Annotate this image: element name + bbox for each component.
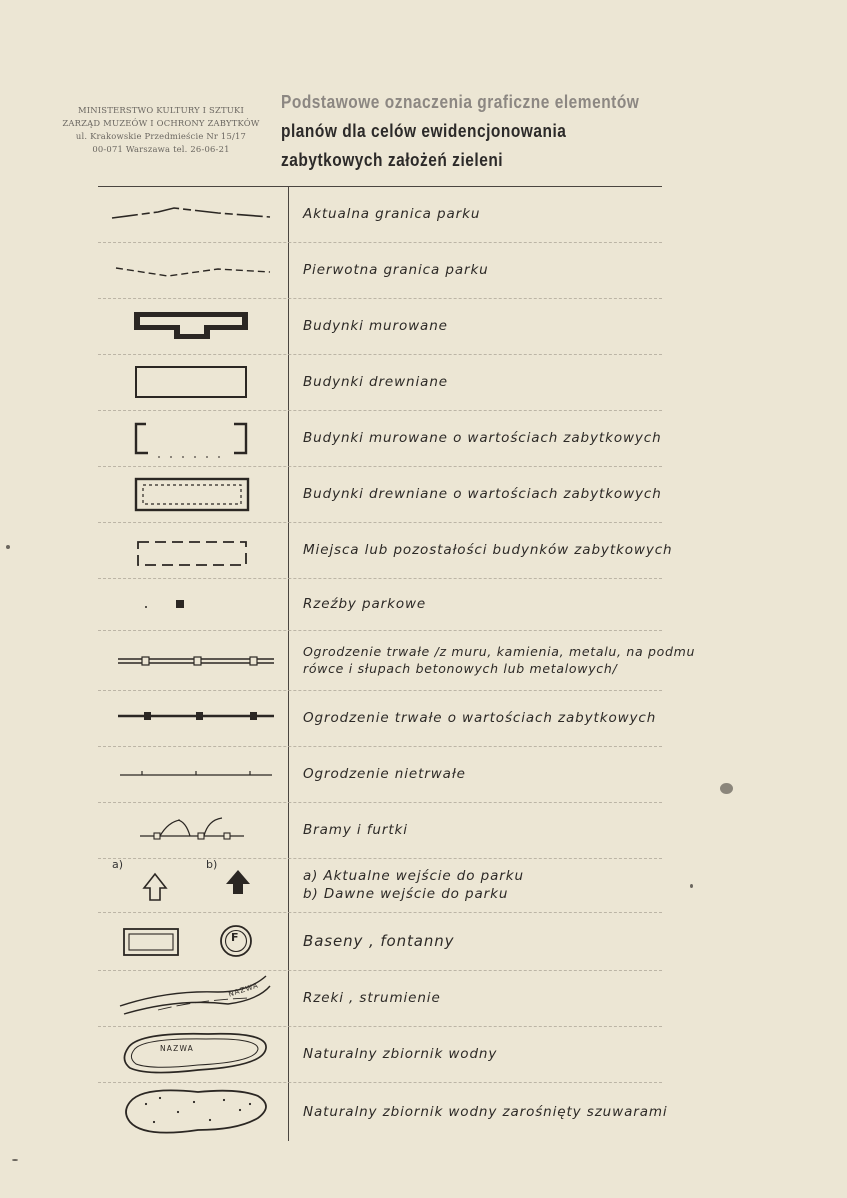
paper-speck (720, 783, 733, 794)
ministry-stamp (48, 104, 274, 156)
title-line: zabytkowych założeń zieleni (281, 150, 504, 170)
legend-label: Baseny , fontanny (303, 932, 455, 950)
legend-label (303, 630, 695, 690)
historic-wooden-symbol (98, 466, 288, 522)
stamp-line: ul. Krakowskie Przedmieście Nr 15/17 (75, 131, 247, 141)
stamp-line: MINISTERSTWO KULTURY I SZTUKI (77, 105, 245, 115)
legend-row-masonry-building (98, 298, 662, 354)
legend-label: Budynki murowane (303, 318, 448, 334)
title-line: planów dla celów ewidencjonowania (281, 121, 567, 141)
pools-symbol (98, 912, 288, 970)
gates-symbol (98, 802, 288, 858)
natural-pond-symbol (98, 1026, 288, 1082)
rivers-symbol (98, 970, 288, 1026)
legend-row-historic-wooden (98, 466, 662, 522)
legend-label-line2: rówce i słupach betonowych lub metalowych/ (303, 661, 618, 676)
legend-row-building-remains (98, 522, 673, 578)
pond-name-tag: NAZWA (160, 1044, 195, 1053)
legend-label: Budynki drewniane (303, 374, 449, 390)
fountain-letter: F (231, 931, 239, 944)
legend-label: Ogrodzenie nietrwałe (303, 766, 466, 782)
stamp-line: 00-071 Warszawa tel. 26-06-21 (92, 144, 230, 154)
wooden-building-symbol (98, 354, 288, 410)
paper-speck (6, 545, 10, 549)
legend-label: Budynki murowane o wartościach zabytkowych (303, 430, 662, 446)
permanent-fence-symbol (98, 630, 288, 690)
legend-row-temporary-fence (98, 746, 662, 802)
entrances-symbol (98, 858, 288, 912)
sculpture-symbol (98, 578, 288, 630)
legend-row-overgrown-pond (98, 1082, 668, 1141)
legend-label: Miejsca lub pozostałości budynków zabytkowych (303, 542, 673, 558)
paper-speck (690, 884, 693, 888)
building-remains-symbol (98, 522, 288, 578)
entrance-b-mark: b) (206, 858, 218, 871)
historic-fence-symbol (98, 690, 288, 746)
legend-row-natural-pond (98, 1026, 662, 1082)
legend-label-line1: a) Aktualne wejście do parku (303, 868, 524, 884)
title-line: Podstawowe oznaczenia graficzne elementów (281, 92, 640, 112)
legend-row-pools (98, 912, 662, 970)
legend-row-wooden-building (98, 354, 662, 410)
legend-row-original-boundary (98, 242, 662, 298)
river-name-tag: NAZWA (227, 981, 260, 999)
historic-masonry-symbol (98, 410, 288, 466)
legend-label-line2: b) Dawne wejście do parku (303, 886, 509, 902)
legend-table (98, 186, 696, 1141)
legend-row-gates (98, 802, 662, 858)
legend-label: Pierwotna granica parku (303, 262, 489, 278)
legend-label: Naturalny zbiornik wodny (303, 1046, 498, 1062)
legend-row-historic-masonry (98, 410, 662, 466)
legend-label: Rzeki , strumienie (303, 990, 441, 1006)
legend-label-line1: Ogrodzenie trwałe /z muru, kamienia, metalu, na podmu (303, 644, 696, 659)
legend-label (303, 858, 524, 912)
masonry-building-symbol (98, 298, 288, 354)
legend-row-rivers (98, 970, 662, 1026)
stamp-line: ZARZĄD MUZEÓW I OCHRONY ZABYTKÓW (62, 118, 260, 128)
legend-label: Budynki drewniane o wartościach zabytkowych (303, 486, 662, 502)
legend-row-historic-fence (98, 690, 662, 746)
legend-label: Rzeźby parkowe (303, 596, 427, 612)
current-boundary-symbol (98, 186, 288, 242)
temporary-fence-symbol (98, 746, 288, 802)
paper-speck (12, 1159, 18, 1161)
legend-label: Ogrodzenie trwałe o wartościach zabytkowych (303, 710, 657, 726)
legend-label: Bramy i furtki (303, 822, 408, 838)
document-title (281, 88, 685, 175)
legend-label: Aktualna granica parku (303, 206, 481, 222)
legend-label: Naturalny zbiornik wodny zarośnięty szuwarami (303, 1103, 668, 1120)
legend-row-permanent-fence (98, 630, 696, 690)
original-boundary-symbol (98, 242, 288, 298)
overgrown-pond-symbol (98, 1082, 288, 1141)
entrance-a-mark: a) (112, 858, 124, 871)
legend-row-current-boundary (98, 186, 662, 242)
legend-row-entrances (98, 858, 662, 912)
legend-row-sculpture (98, 578, 662, 630)
